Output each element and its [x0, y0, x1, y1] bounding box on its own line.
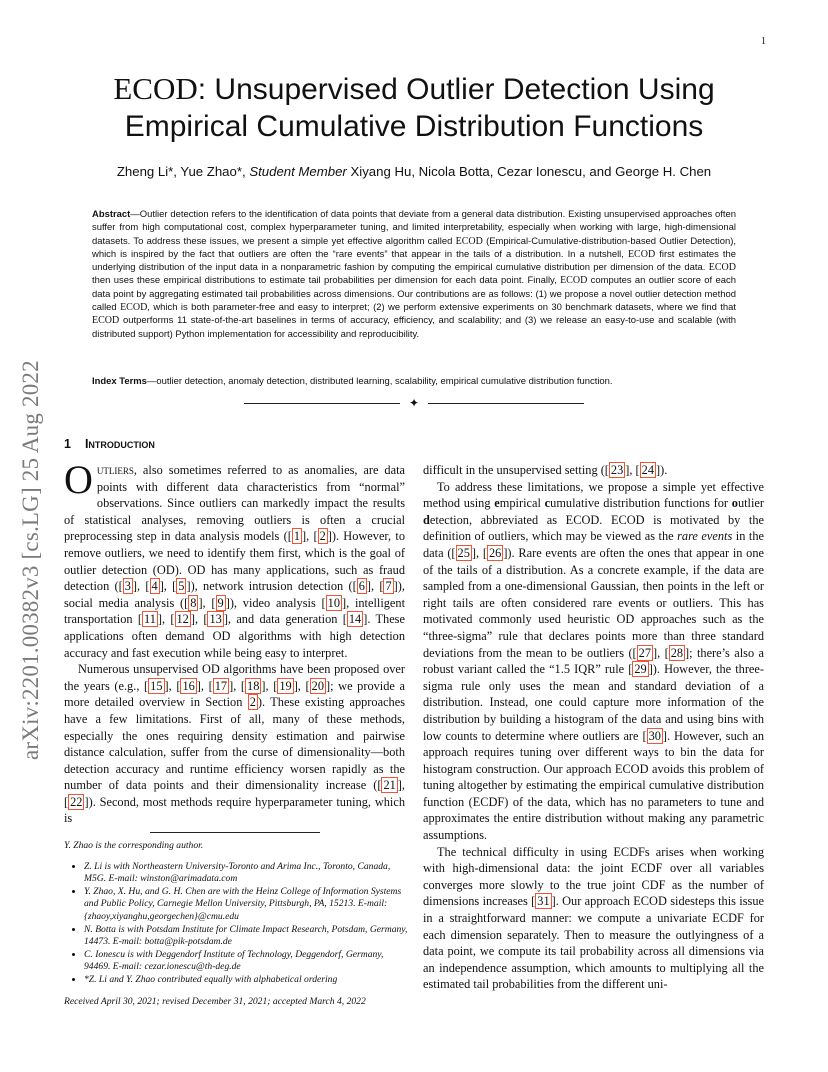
text-run: mpirical [499, 496, 545, 511]
text-run: ]. These applications often demand OD algorithms with high detection accuracy and fast execution while being easy to interpret. [64, 612, 405, 660]
citation-link[interactable]: 28 [670, 645, 684, 660]
citation-link[interactable]: 19 [279, 678, 292, 693]
title-ecod: ECOD [113, 71, 198, 106]
citation-link[interactable]: 11 [143, 612, 156, 627]
abstract-ecod: ECOD [627, 248, 656, 260]
citation-link[interactable]: 12 [176, 612, 189, 627]
citation-link[interactable]: 30 [648, 728, 661, 743]
page-number: 1 [761, 36, 766, 47]
citation-link[interactable]: 13 [209, 612, 222, 627]
text-run: ], [ [164, 678, 181, 693]
abstract [92, 208, 736, 341]
abstract-ecod: ECOD [120, 302, 148, 314]
index-terms [92, 376, 736, 387]
citation-link[interactable]: 21 [383, 778, 396, 793]
right-column [423, 462, 764, 993]
section-link[interactable]: 2 [249, 695, 256, 710]
acronym-letter: d [423, 512, 430, 527]
text-run: ]). Rare events are often the ones that appear in one of the tails of a distribution. As a concrete example, if the data are sampled from a one-dimensional Gaussian, then points in the left or right tails are often considered rare events or outliers. This has motivated commonly used heuristic OD approaches such as the “three-sigma” rule that declares points more than three standard deviations from the mean to be outliers ([ [423, 545, 764, 660]
text-run: ], [ [64, 778, 405, 809]
citation-link[interactable]: 1 [293, 529, 300, 544]
index-terms-label: Index Terms [92, 376, 147, 387]
citation-link[interactable]: 4 [151, 579, 158, 594]
section-title: Introduction [84, 437, 155, 451]
footnote-rule [150, 832, 320, 833]
paragraph-body [423, 480, 764, 842]
text-run: ], [ [196, 678, 213, 693]
text-run: ]), network intrusion detection ([ [186, 579, 357, 594]
paragraph [423, 844, 764, 993]
text-run: ]. Our approach ECOD sidesteps this issue in a straightforward manner: we compute a univariate ECDF for each dimension separately. Then to measure the outlyingness of a data point, we compute its tail probability across all dimensions via an independence assumption, which amounts to multiplying all the estimated tail probabilities from the different uni- [423, 894, 764, 992]
separator-diamond-icon: ✦ [408, 396, 420, 410]
abstract-text: outperforms 11 state-of-the-art baselines in terms of accuracy, efficiency, and scalability; and (3) we release an easy-to-use and scalable (with distributed support) Python implementation for accessibility and reproducibility. [92, 315, 736, 340]
citation-link[interactable]: 10 [327, 595, 340, 610]
paragraph-body [64, 662, 405, 825]
text-run: ], [ [157, 612, 175, 627]
student-member-label: Student Member [249, 164, 347, 179]
title-line-1 [60, 70, 768, 108]
text-run: ], [ [132, 579, 150, 594]
acronym-letter: o [731, 496, 738, 511]
footnotes [64, 840, 410, 987]
index-terms-text: —outlier detection, anomaly detection, distributed learning, scalability, empirical cumulative distribution function. [146, 376, 613, 387]
abstract-text: —Outlier detection refers to the identification of data points that deviate from a general data distribution. Existing unsupervised approaches often suffer from high computational cost, complex hyperparameter tuning, and limited interpretability, especially when working with large, high-dimensional datasets. To address these issues, we present a simple yet effective algorithm called [92, 209, 736, 247]
abstract-ecod: ECOD [560, 275, 588, 287]
paragraph-body [64, 457, 406, 660]
affiliation-item: • *Z. Li and Y. Zhao contributed equally with alphabetical ordering [84, 974, 410, 987]
citation-link[interactable]: 16 [182, 678, 195, 693]
citation-link[interactable]: 18 [247, 678, 260, 693]
affiliation-item: • C. Ionescu is with Deggendorf Institute of Technology, Deggendorf, Germany, 94469. E-mail: cezar.ionescu@th-deg.de [84, 949, 410, 974]
abstract-text: (Empirical-Cumulative-distribution-based Outlier Detection), which is inspired by the fact that outliers are often the “rare events” that appear in the tails of a distribution. In a nutshell, [92, 235, 736, 260]
text-run: difficult in the unsupervised setting ([ [423, 463, 609, 477]
arxiv-watermark: arXiv:2201.00382v3 [cs.LG] 25 Aug 2022 [18, 360, 43, 760]
title-line-2: Empirical Cumulative Distribution Functions [124, 110, 704, 143]
text-run: ]), social media analysis ([ [64, 579, 405, 610]
text-run: ]). [656, 463, 668, 477]
paragraph-body [423, 845, 764, 992]
emphasis: rare events [677, 529, 733, 544]
text-run: ]; there’s also a robust variant called the “1.5 IQR” rule [ [423, 645, 764, 677]
citation-link[interactable]: 9 [217, 595, 224, 610]
abstract-text: then uses these empirical distributions to estimate tail probabilities per dimension for each data point. Finally, [92, 275, 561, 287]
acronym-letter: e [494, 496, 500, 511]
citation-link[interactable]: 31 [537, 894, 550, 909]
authors-part-2: Xiyang Hu, Nicola Botta, Cezar Ionescu, and George H. Chen [346, 164, 712, 179]
authors-part-1: Zheng Li*, Yue Zhao*, [116, 164, 250, 179]
paragraph [64, 661, 405, 827]
received-dates: Received April 30, 2021; revised December 31, 2021; accepted March 4, 2022 [64, 996, 366, 1007]
text-run: , also sometimes referred to as anomalies, are data points with different data characteristics from “normal” observations. Since outliers can markedly impact the results of statistical analyses, removing outliers is often a crucial preprocessing step in data analysis models ([ [64, 463, 405, 544]
text-run: ]; we provide a more detailed overview in Section [64, 678, 405, 710]
dropcap-continuation: utliers [96, 463, 134, 477]
text-run: Numerous unsupervised OD algorithms have been proposed over the years (e.g., [ [64, 662, 405, 693]
text-run: ]. However, such an approach requires tuning over different ways to bin the data for histogram construction. Our approach ECOD avoids this problem of tuning altogether by estimating the empirical cumulative distribution function (ECDF) of the data, which has no parameters to tune and approximates the entire distribution without making any parametric assumptions. [423, 728, 764, 843]
citation-link[interactable]: 7 [385, 579, 392, 594]
abstract-ecod: ECOD [92, 315, 120, 327]
text-run: ], [ [293, 678, 310, 693]
text-run: ], [ [653, 645, 669, 660]
citation-link[interactable]: 24 [641, 463, 655, 477]
text-run: The technical difficulty in using ECDFs arises when working with high-dimensional data: the joint ECDF over all variables converges more slowly to the true joint CDF as the number of dimensions increases [ [423, 844, 764, 909]
text-run: ], and data generation [ [223, 612, 347, 627]
affiliation-item: • Z. Li is with Northeastern University-Toronto and Arima Inc., Toronto, Canada, M5G. E-mail: winston@arimadata.com [84, 861, 410, 886]
text-run: ], [ [229, 678, 246, 693]
text-run: ], [ [190, 612, 208, 627]
paragraph [423, 462, 764, 479]
text-run: ], [ [471, 545, 487, 560]
paragraph [64, 457, 406, 661]
citation-link[interactable]: 6 [358, 579, 365, 594]
text-run: ]), video analysis [ [225, 595, 326, 610]
paragraph [423, 479, 764, 844]
abstract-label: Abstract [92, 209, 131, 220]
text-run: ], [ [366, 579, 384, 594]
text-run: ], [ [301, 529, 318, 544]
acronym-letter: c [544, 496, 551, 511]
citation-link[interactable]: 17 [214, 678, 228, 693]
text-run: ], [ [625, 463, 640, 477]
abstract-ecod: ECOD [708, 262, 736, 274]
text-run: ], [ [198, 595, 216, 610]
text-run: ]). However, to remove outliers, we need to identify them first, which is the goal of outlier detection (OD). OD has many applications, such as fraud detection ([ [64, 529, 405, 594]
separator-rule-right [428, 403, 584, 404]
text-run: umulative distribution functions for [550, 496, 732, 511]
citation-link[interactable]: 5 [178, 579, 185, 594]
citation-link[interactable]: 29 [634, 662, 647, 677]
text-run: ]). However, the three-sigma rule only uses the mean and standard deviation of a distribution. Instead, one could capture more information of the distribution by building a histogram of the data and using bins with low counts to determine where outliers are [ [423, 662, 764, 743]
section-number: 1 [64, 437, 71, 451]
paper-title [60, 70, 768, 145]
citation-link[interactable]: 27 [638, 645, 652, 660]
abstract-text: , which is both parameter-free and easy to interpret; (2) we perform extensive experiments on 30 benchmark datasets, where we find that [147, 302, 736, 314]
citation-link[interactable]: 14 [348, 612, 362, 627]
separator-rule-left [244, 403, 400, 404]
abstract-text: computes an outlier score of each data point by aggregating estimated tail probabilities across dimensions. Our contributions are as follows: (1) we propose a novel outlier detection method called [92, 275, 737, 314]
text-run: in the data ([ [423, 529, 764, 560]
citation-link[interactable]: 15 [150, 678, 163, 693]
affiliation-list [64, 861, 410, 987]
title-line-1-rest: : Unsupervised Outlier Detection Using [197, 73, 715, 106]
citation-link[interactable]: 3 [124, 579, 131, 594]
abstract-ecod: ECOD [455, 235, 483, 247]
corresponding-author-note: Y. Zhao is the corresponding author. [64, 840, 204, 851]
citation-link[interactable]: 25 [457, 545, 470, 560]
text-run: ], [ [159, 579, 177, 594]
citation-link[interactable]: 2 [319, 529, 326, 544]
text-run: ], intelligent transportation [ [64, 595, 406, 627]
paragraph-body [423, 462, 667, 478]
citation-link[interactable]: 8 [190, 595, 197, 610]
citation-link[interactable]: 20 [311, 678, 324, 693]
text-run: ). These existing approaches have a few limitations. First of all, many of these methods, especially the ones requiring density estimation and pairwise distance calculation, suffer from the curse of dimensionality—both detection accuracy and runtime efficiency worsen rapidly as the number of data points and their dimensionality increase ([ [64, 695, 405, 793]
affiliation-item: • N. Botta is with Potsdam Institute for Climate Impact Research, Potsdam, Germany, 14473. E-mail: botta@pik-potsdam.de [84, 924, 410, 949]
text-run: utlier [737, 496, 764, 511]
section-heading [64, 437, 155, 451]
drop-cap: O [64, 457, 93, 502]
text-run: ], [ [261, 678, 278, 693]
abstract-text: first estimates the underlying distribution of the input data in a nonparametric fashion by computing the empirical cumulative distribution per dimension of the data. [92, 248, 736, 274]
citation-link[interactable]: 26 [488, 545, 502, 560]
text-run: To address these limitations, we propose a simple yet effective method using [423, 479, 764, 511]
citation-link[interactable]: 23 [610, 463, 624, 477]
text-run: etection, abbreviated as ECOD. ECOD is motivated by the definition of outliers, which may be viewed as the [423, 512, 764, 544]
text-run: ]). Second, most methods require hyperparameter tuning, which is [64, 794, 405, 826]
affiliation-item: • Y. Zhao, X. Hu, and G. H. Chen are with the Heinz College of Information Systems and Public Policy, Carnegie Mellon University, Pittsburgh, PA, 15213. E-mail: {zhaoy,xiyanghu,georgechen}@cmu.edu [84, 886, 410, 924]
left-column [64, 457, 406, 827]
citation-link[interactable]: 22 [70, 794, 83, 809]
author-line [40, 164, 788, 179]
